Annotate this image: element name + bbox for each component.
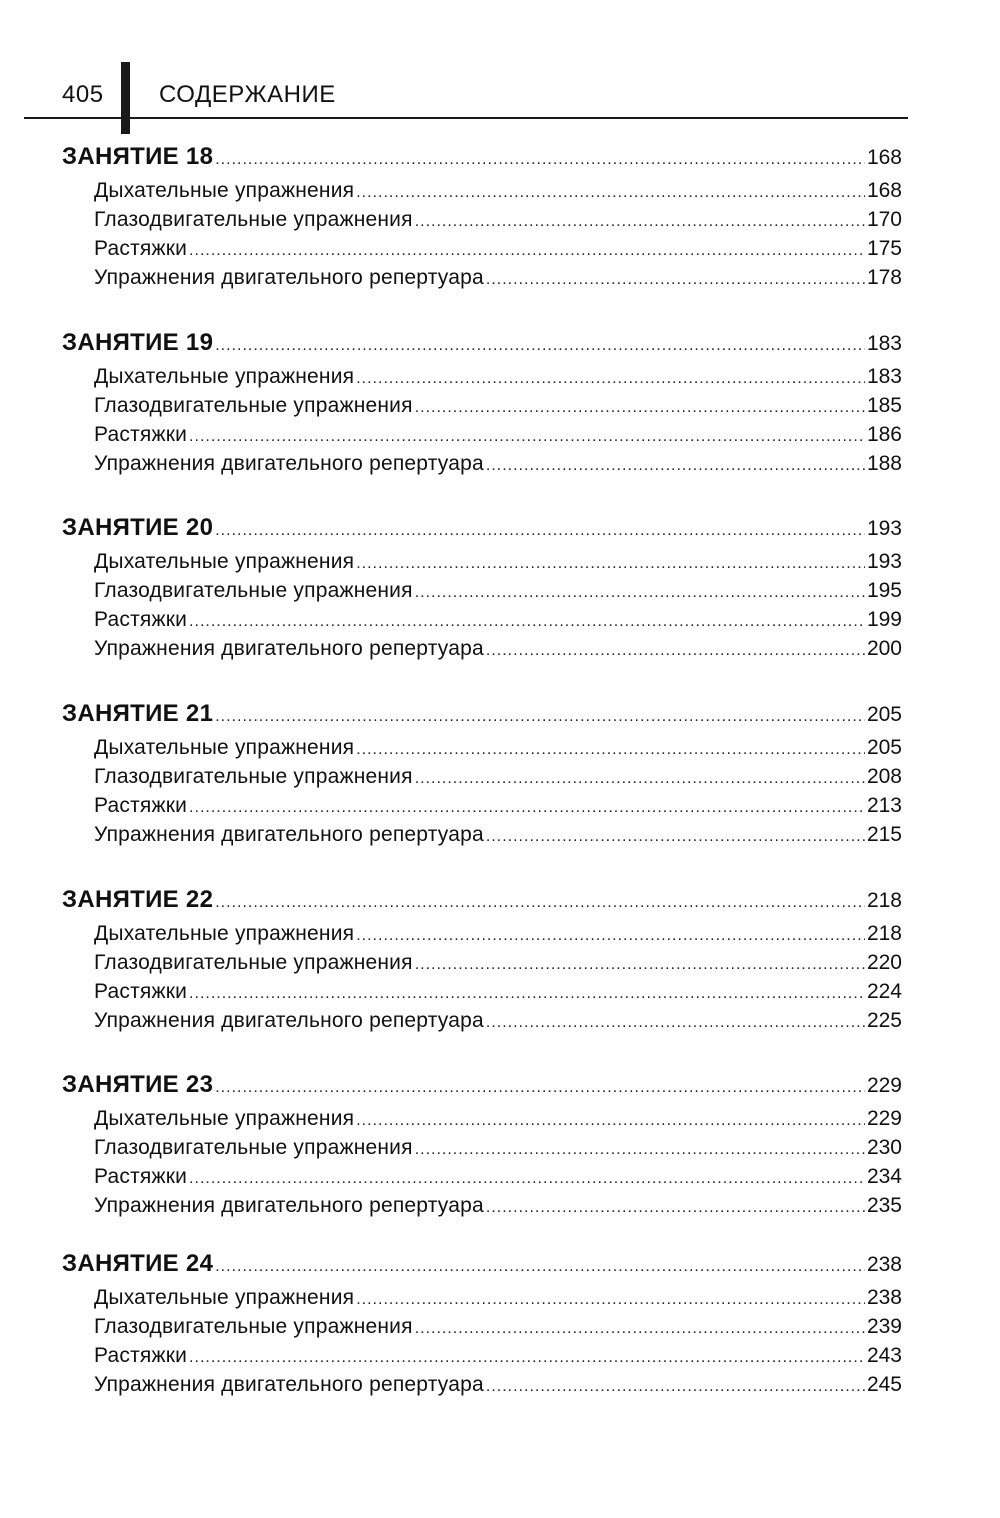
page-reference: 178 bbox=[866, 266, 902, 289]
dot-leader bbox=[486, 828, 865, 846]
page-reference: 186 bbox=[866, 423, 902, 446]
dot-leader bbox=[415, 584, 865, 602]
toc-entry bbox=[94, 423, 902, 455]
entry-title: Глазодвигательные упражнения bbox=[94, 394, 413, 417]
page-title: СОДЕРЖАНИЕ bbox=[159, 81, 336, 108]
entry-title: Растяжки bbox=[94, 237, 188, 260]
toc-entry bbox=[94, 550, 902, 582]
page-reference: 230 bbox=[866, 1136, 902, 1159]
page-reference: 170 bbox=[866, 208, 902, 231]
entry-title: Упражнения двигательного репертуара bbox=[94, 452, 484, 475]
toc-chapter-18 bbox=[62, 143, 902, 175]
page-reference: 175 bbox=[866, 237, 902, 260]
page-number: 405 bbox=[62, 81, 104, 108]
toc-entry bbox=[94, 394, 902, 426]
page-reference: 208 bbox=[866, 765, 902, 788]
entry-title: Глазодвигательные упражнения bbox=[94, 951, 413, 974]
toc-chapter-22 bbox=[62, 886, 902, 918]
entry-title: Упражнения двигательного репертуара bbox=[94, 1373, 484, 1396]
page-reference: 213 bbox=[866, 794, 902, 817]
entry-title: Растяжки bbox=[94, 423, 188, 446]
page-reference: 168 bbox=[866, 179, 902, 202]
chapter-title: ЗАНЯТИЕ 18 bbox=[62, 143, 214, 170]
page-reference: 205 bbox=[866, 736, 902, 759]
dot-leader bbox=[356, 184, 865, 202]
chapter-title: ЗАНЯТИЕ 21 bbox=[62, 700, 214, 727]
toc-entry bbox=[94, 1107, 902, 1139]
entry-title: Дыхательные упражнения bbox=[94, 1107, 355, 1130]
toc-entry bbox=[94, 608, 902, 640]
dot-leader bbox=[356, 927, 865, 945]
page-reference: 168 bbox=[866, 146, 902, 169]
dot-leader bbox=[486, 271, 865, 289]
entry-title: Глазодвигательные упражнения bbox=[94, 579, 413, 602]
page-reference: 234 bbox=[866, 1165, 902, 1188]
toc-entry bbox=[94, 736, 902, 768]
entry-title: Растяжки bbox=[94, 980, 188, 1003]
page-reference: 183 bbox=[866, 365, 902, 388]
dot-leader bbox=[486, 642, 865, 660]
dot-leader bbox=[189, 799, 865, 817]
dot-leader bbox=[486, 457, 865, 475]
toc-chapter-21 bbox=[62, 700, 902, 732]
page-reference: 229 bbox=[866, 1074, 902, 1097]
header-rule bbox=[24, 117, 908, 119]
entry-title: Растяжки bbox=[94, 608, 188, 631]
toc-entry bbox=[94, 1315, 902, 1347]
page-reference: 193 bbox=[866, 550, 902, 573]
page-reference: 220 bbox=[866, 951, 902, 974]
dot-leader bbox=[189, 613, 865, 631]
dot-leader bbox=[215, 1079, 865, 1097]
entry-title: Упражнения двигательного репертуара bbox=[94, 1194, 484, 1217]
chapter-title: ЗАНЯТИЕ 20 bbox=[62, 514, 214, 541]
entry-title: Глазодвигательные упражнения bbox=[94, 765, 413, 788]
dot-leader bbox=[486, 1378, 865, 1396]
toc-chapter-24 bbox=[62, 1250, 902, 1282]
toc-entry bbox=[94, 922, 902, 954]
toc-entry bbox=[94, 179, 902, 211]
toc-entry bbox=[94, 1165, 902, 1197]
page-reference: 218 bbox=[866, 922, 902, 945]
toc-entry bbox=[94, 637, 902, 669]
entry-title: Дыхательные упражнения bbox=[94, 922, 355, 945]
dot-leader bbox=[215, 1258, 865, 1276]
toc-entry bbox=[94, 765, 902, 797]
toc-chapter-19 bbox=[62, 329, 902, 361]
toc-entry bbox=[94, 951, 902, 983]
dot-leader bbox=[356, 1112, 865, 1130]
page-reference: 229 bbox=[866, 1107, 902, 1130]
chapter-title: ЗАНЯТИЕ 23 bbox=[62, 1071, 214, 1098]
dot-leader bbox=[415, 399, 865, 417]
dot-leader bbox=[415, 1320, 865, 1338]
toc-entry bbox=[94, 1009, 902, 1041]
page-reference: 183 bbox=[866, 332, 902, 355]
page-reference: 199 bbox=[866, 608, 902, 631]
toc-chapter-20 bbox=[62, 514, 902, 546]
chapter-title: ЗАНЯТИЕ 24 bbox=[62, 1250, 214, 1277]
entry-title: Дыхательные упражнения bbox=[94, 365, 355, 388]
dot-leader bbox=[486, 1014, 865, 1032]
chapter-title: ЗАНЯТИЕ 22 bbox=[62, 886, 214, 913]
dot-leader bbox=[189, 242, 865, 260]
page-reference: 205 bbox=[866, 703, 902, 726]
entry-title: Дыхательные упражнения bbox=[94, 179, 355, 202]
entry-title: Упражнения двигательного репертуара bbox=[94, 823, 484, 846]
page-reference: 224 bbox=[866, 980, 902, 1003]
chapter-title: ЗАНЯТИЕ 19 bbox=[62, 329, 214, 356]
toc-entry bbox=[94, 1344, 902, 1376]
entry-title: Упражнения двигательного репертуара bbox=[94, 637, 484, 660]
page-reference: 225 bbox=[866, 1009, 902, 1032]
entry-title: Растяжки bbox=[94, 794, 188, 817]
page-reference: 193 bbox=[866, 517, 902, 540]
toc-entry bbox=[94, 579, 902, 611]
entry-title: Дыхательные упражнения bbox=[94, 736, 355, 759]
dot-leader bbox=[415, 213, 865, 231]
entry-title: Растяжки bbox=[94, 1165, 188, 1188]
toc-entry bbox=[94, 365, 902, 397]
page-reference: 218 bbox=[866, 889, 902, 912]
entry-title: Дыхательные упражнения bbox=[94, 550, 355, 573]
dot-leader bbox=[189, 1170, 865, 1188]
toc-entry bbox=[94, 794, 902, 826]
toc-entry bbox=[94, 1136, 902, 1168]
page-reference: 188 bbox=[866, 452, 902, 475]
dot-leader bbox=[189, 1349, 865, 1367]
page-reference: 238 bbox=[866, 1286, 902, 1309]
toc-entry bbox=[94, 823, 902, 855]
entry-title: Дыхательные упражнения bbox=[94, 1286, 355, 1309]
entry-title: Растяжки bbox=[94, 1344, 188, 1367]
toc-entry bbox=[94, 1286, 902, 1318]
header-bar bbox=[121, 62, 130, 134]
page-header bbox=[0, 0, 1000, 140]
page-reference: 215 bbox=[866, 823, 902, 846]
dot-leader bbox=[356, 1291, 865, 1309]
entry-title: Глазодвигательные упражнения bbox=[94, 208, 413, 231]
dot-leader bbox=[215, 708, 865, 726]
toc-chapter-23 bbox=[62, 1071, 902, 1103]
dot-leader bbox=[215, 151, 865, 169]
toc-entry bbox=[94, 980, 902, 1012]
toc-entry bbox=[94, 1373, 902, 1405]
dot-leader bbox=[189, 985, 865, 1003]
page-reference: 245 bbox=[866, 1373, 902, 1396]
toc-entry bbox=[94, 452, 902, 484]
dot-leader bbox=[215, 522, 865, 540]
page-reference: 195 bbox=[866, 579, 902, 602]
page-reference: 239 bbox=[866, 1315, 902, 1338]
toc-entry bbox=[94, 237, 902, 269]
dot-leader bbox=[356, 741, 865, 759]
page-reference: 235 bbox=[866, 1194, 902, 1217]
dot-leader bbox=[415, 770, 865, 788]
toc-entry bbox=[94, 1194, 902, 1226]
toc-entry bbox=[94, 266, 902, 298]
dot-leader bbox=[215, 894, 865, 912]
page-reference: 238 bbox=[866, 1253, 902, 1276]
dot-leader bbox=[486, 1199, 865, 1217]
dot-leader bbox=[189, 428, 865, 446]
entry-title: Упражнения двигательного репертуара bbox=[94, 266, 484, 289]
page-reference: 185 bbox=[866, 394, 902, 417]
page-reference: 243 bbox=[866, 1344, 902, 1367]
toc-entry bbox=[94, 208, 902, 240]
page-reference: 200 bbox=[866, 637, 902, 660]
dot-leader bbox=[415, 1141, 865, 1159]
dot-leader bbox=[415, 956, 865, 974]
entry-title: Упражнения двигательного репертуара bbox=[94, 1009, 484, 1032]
entry-title: Глазодвигательные упражнения bbox=[94, 1315, 413, 1338]
dot-leader bbox=[356, 370, 865, 388]
dot-leader bbox=[215, 337, 865, 355]
dot-leader bbox=[356, 555, 865, 573]
entry-title: Глазодвигательные упражнения bbox=[94, 1136, 413, 1159]
